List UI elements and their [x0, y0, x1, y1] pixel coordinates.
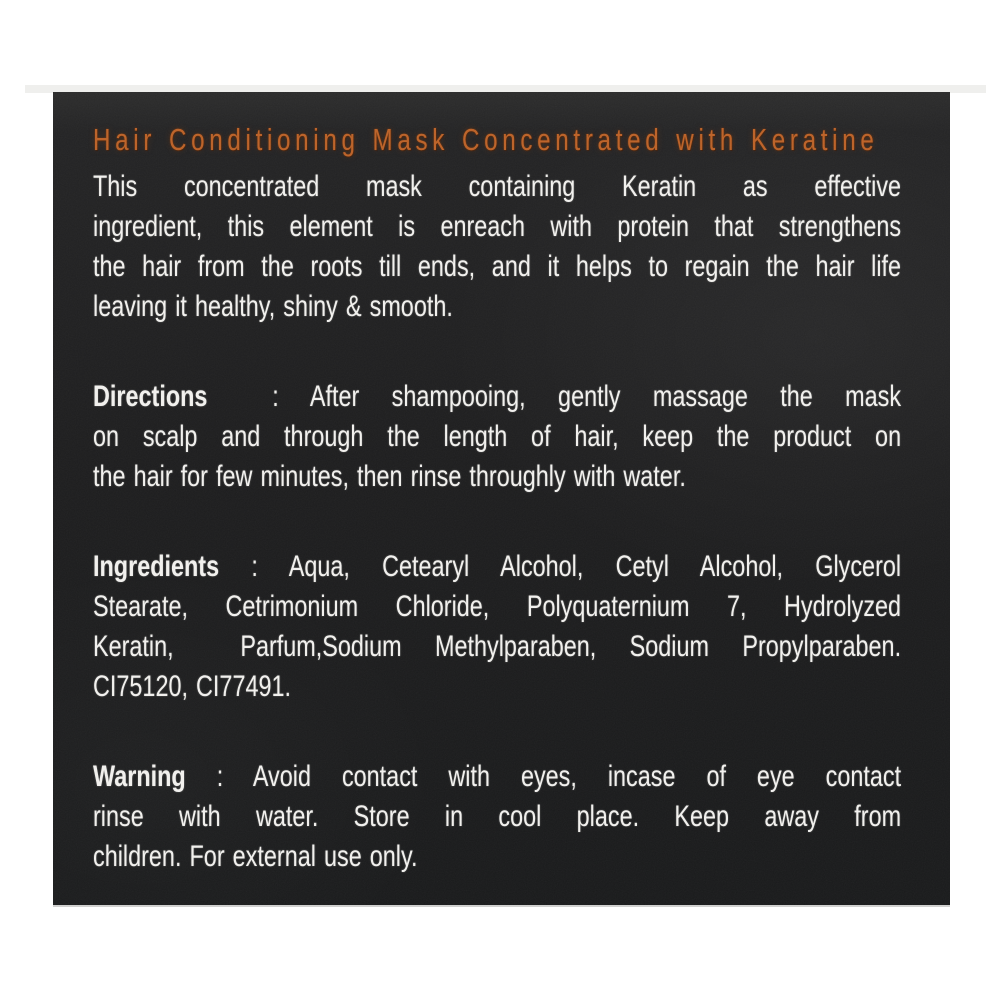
product-label-panel	[53, 92, 950, 905]
ingredients-first-line	[93, 547, 901, 587]
ingredients-heading: Ingredients	[93, 550, 220, 583]
intro-paragraph	[93, 167, 901, 327]
text-line: the hair from the roots till ends, and it helps to regain the hair life	[93, 250, 902, 283]
text-line: This concentrated mask containing Keratin as effective	[93, 170, 902, 203]
directions-separator: :	[207, 380, 310, 413]
warning-lines	[93, 797, 901, 877]
warning-paragraph	[93, 757, 901, 877]
directions-heading: Directions	[93, 380, 208, 413]
ingredients-lines	[93, 587, 901, 707]
text-line: leaving it healthy, shiny & smooth.	[93, 290, 453, 323]
text-line: rinse with water. Store in cool place. Keep away from	[93, 800, 902, 833]
directions-text: After shampooing, gently massage the mask	[309, 380, 902, 413]
text-line: Stearate, Cetrimonium Chloride, Polyquaternium 7, Hydrolyzed	[93, 590, 902, 623]
label-content	[93, 120, 901, 877]
directions-first-line	[93, 377, 901, 417]
directions-paragraph	[93, 377, 901, 497]
text-line: the hair for few minutes, then rinse throughly with water.	[93, 460, 686, 493]
text-line: ingredient, this element is enreach with protein that strengthens	[93, 210, 902, 243]
ingredients-text: Aqua, Cetearyl Alcohol, Cetyl Alcohol, Glycerol	[288, 550, 902, 583]
text-line: on scalp and through the length of hair, keep the product on	[93, 420, 902, 453]
ingredients-paragraph	[93, 547, 901, 707]
text-line: CI75120, CI77491.	[93, 670, 292, 703]
warning-heading: Warning	[93, 760, 186, 793]
warning-separator: :	[185, 760, 253, 793]
intro-lines	[93, 167, 901, 327]
ingredients-separator: :	[219, 550, 289, 583]
text-line: Keratin, Parfum,Sodium Methylparaben, Sodium Propylparaben.	[93, 630, 902, 663]
text-line: children. For external use only.	[93, 840, 418, 873]
warning-text: Avoid contact with eyes, incase of eye contact	[252, 760, 902, 793]
warning-first-line	[93, 757, 901, 797]
directions-lines	[93, 417, 901, 497]
product-title: Hair Conditioning Mask Concentrated with Keratine	[93, 122, 879, 157]
